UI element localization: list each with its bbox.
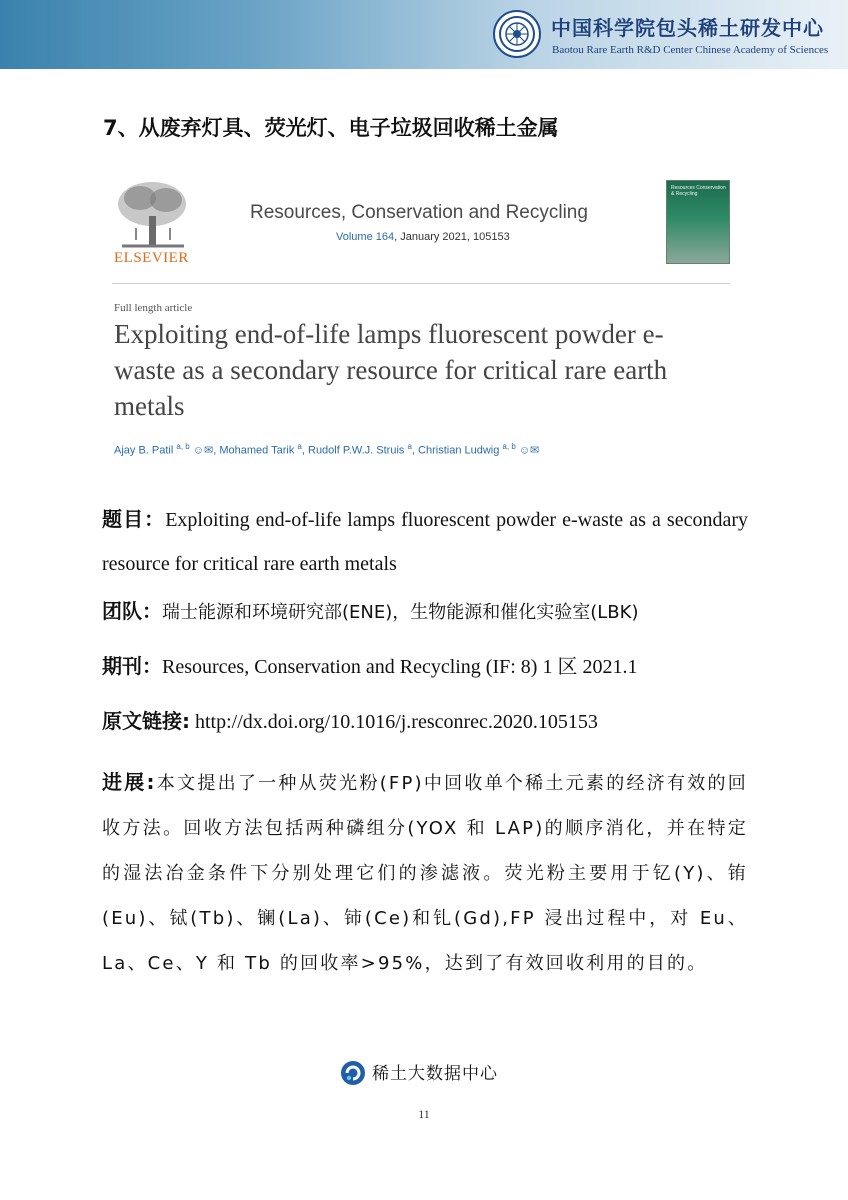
- link-label: 原文链接:: [102, 709, 190, 733]
- author-affiliation: a: [297, 442, 302, 451]
- journal-paragraph: [102, 652, 748, 681]
- page-number: 11: [418, 1107, 430, 1121]
- journal-name: Resources, Conservation and Recycling: [250, 202, 588, 223]
- journal-value: Resources, Conservation and Recycling (IF: 8) 1 区 2021.1: [162, 656, 638, 678]
- author-affiliation: a, b: [176, 442, 190, 451]
- author-affiliation: a: [407, 442, 412, 451]
- team-label: 团队：: [102, 599, 162, 623]
- publisher-name: ELSEVIER: [114, 250, 189, 266]
- author-name[interactable]: Rudolf P.W.J. Struis: [308, 444, 405, 457]
- journal-cover: [666, 180, 730, 264]
- team-paragraph: [102, 597, 748, 627]
- author-affiliation: a, b: [502, 442, 516, 451]
- doi-link[interactable]: http://dx.doi.org/10.1016/j.resconrec.2020.105153: [195, 711, 598, 733]
- volume-details: , January 2021, 105153: [394, 231, 510, 243]
- paper-title-paragraph: [102, 497, 748, 586]
- journal-cover-text: Resources Conservation & Recycling: [671, 185, 726, 197]
- article-authors: Ajay B. Patil $^{a, b}$ ☺✉, Mohamed Tarik $^a$, Rudolf P.W.J. Struis $^a$, Christian Ludwig $^{a, b}$ ☺✉: [114, 442, 540, 457]
- author-name[interactable]: Ajay B. Patil: [114, 444, 174, 457]
- author-name[interactable]: Mohamed Tarik: [219, 444, 295, 457]
- cas-emblem-icon: [493, 10, 541, 58]
- progress-label: 进展:: [102, 770, 157, 794]
- link-paragraph: [102, 707, 748, 736]
- author-icon: ☺✉: [518, 444, 540, 457]
- big-data-center-logo-icon: [340, 1060, 366, 1086]
- divider: [112, 283, 730, 284]
- org-name-cn: 中国科学院包头稀土研发中心: [551, 16, 824, 40]
- title-value: Exploiting end-of-life lamps fluorescent powder e-waste as a secondary resource for critical rare earth metals: [102, 509, 749, 575]
- article-header-figure: [112, 172, 734, 462]
- footer-brand: 稀土大数据中心: [372, 1064, 498, 1084]
- title-label: 题目：: [102, 507, 166, 531]
- section-title: 7、从废弃灯具、荧光灯、电子垃圾回收稀土金属: [103, 116, 559, 140]
- author-name[interactable]: Christian Ludwig: [418, 444, 500, 457]
- article-title: Exploiting end-of-life lamps fluorescent powder e-waste as a secondary resource for critical rare earth metals: [114, 319, 668, 421]
- header-band: [0, 0, 848, 69]
- journal-volume: [336, 231, 510, 243]
- team-value: 瑞士能源和环境研究部(ENE)，生物能源和催化实验室(LBK): [162, 602, 639, 623]
- progress-value: 本文提出了一种从荧光粉(FP)中回收单个稀土元素的经济有效的回收方法。回收方法包括两种磷组分(YOX 和 LAP)的顺序消化，并在特定的湿法冶金条件下分别处理它们的渗滤液。荧光粉主要用于钇(Y)、铕(Eu)、铽(Tb)、镧(La)、铈(Ce)和钆(Gd),FP 浸出过程中，对 Eu、La、Ce、Y 和 Tb 的回收率>95%，达到了有效回收利用的目的。: [102, 773, 748, 974]
- volume-link[interactable]: Volume 164: [336, 231, 395, 243]
- author-icon: ☺✉: [192, 444, 214, 457]
- progress-paragraph: [102, 760, 748, 986]
- article-type: Full length article: [114, 302, 193, 314]
- org-name-en: Baotou Rare Earth R&D Center Chinese Academy of Sciences: [552, 44, 829, 56]
- journal-label: 期刊：: [102, 654, 162, 678]
